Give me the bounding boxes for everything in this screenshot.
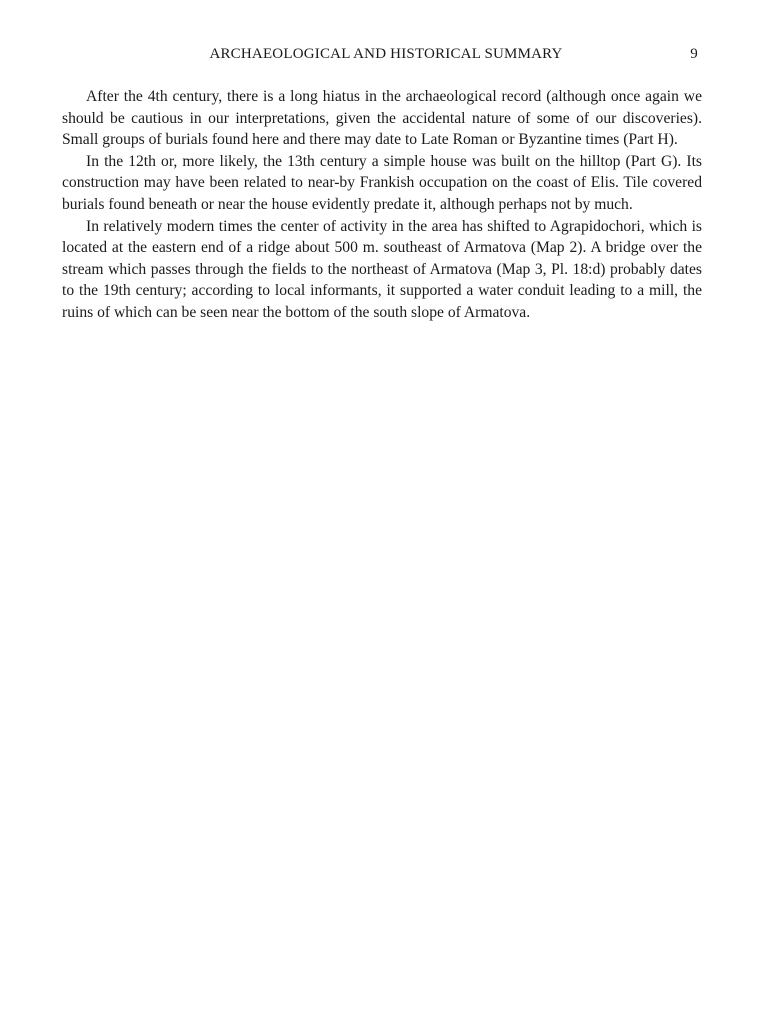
paragraph: After the 4th century, there is a long hiatus in the archaeological record (although once again we should be cautious in our interpretations, given the accidental nature of some of our discoveries). Small groups of burials found here and there may date to Late Roman or Byzantine times (Part H). [62, 88, 702, 149]
paragraph: In the 12th or, more likely, the 13th century a simple house was built on the hilltop (Part G). Its construction may have been related to near-by Frankish occupation on the coast of Elis. Tile covered burials found beneath or near the house evidently predate it, although perhaps not by much. [62, 152, 702, 213]
paragraph: In relatively modern times the center of activity in the area has shifted to Agrapidochori, which is located at the eastern end of a ridge about 500 m. southeast of Armatova (Map 2). A bridge over the stream which passes through the fields to the northeast of Armatova (Map 3, Pl. 18:d) probably dates to the 19th century; according to local informants, it supported a water conduit leading to a mill, the ruins of which can be seen near the bottom of the south slope of Armatova. [62, 217, 702, 321]
running-title: ARCHAEOLOGICAL AND HISTORICAL SUMMARY [209, 46, 563, 62]
body-text [62, 86, 702, 324]
document-page [62, 0, 702, 324]
page-number: 9 [690, 46, 698, 62]
running-header [62, 46, 702, 86]
